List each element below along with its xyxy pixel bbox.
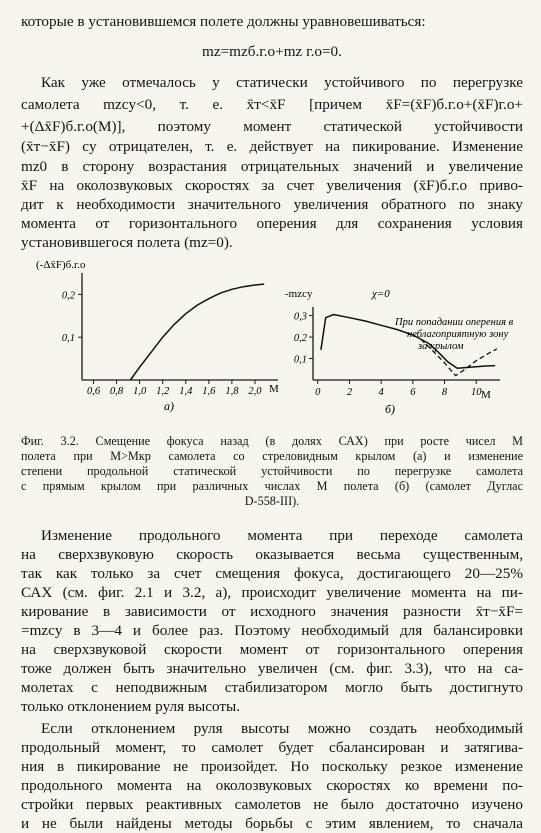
para2-line: на сверхзвуковую скорость оказывается весьма существенным, [21, 546, 523, 563]
para3-line: ния в пикирование не произойдет. Но поскольку резкое изменение [21, 758, 523, 775]
chart-b-x-tick-label: 8 [441, 387, 448, 398]
para2-line: тоже должен быть значительно увеличен (см. фиг. 3.3), что на са- [21, 660, 523, 677]
chart-a-panel-label: а) [164, 399, 174, 413]
chart-b-x-tick-label: 6 [410, 387, 416, 398]
chart-a-y-tick-label: 0,1 [61, 333, 75, 345]
chart-b-x-tick-label: 10 [470, 387, 482, 398]
chart-b-region-note: неблагоприятную зону [407, 329, 509, 340]
chart-a-x-tick-label: 0,6 [86, 386, 101, 397]
chart-b-x-tick-label: 2 [346, 387, 353, 398]
para3-line: Если отклонением руля высоты можно создать необходимый [41, 720, 523, 737]
chart-a-x-tick-label: 1,8 [225, 386, 239, 397]
para2-line: так как только за счет смещения фокуса, достигающего 20—25% [21, 565, 523, 582]
chart-a-x-label: M [269, 383, 279, 395]
chart-b-x-tick-label: 0 [315, 387, 321, 398]
chart-a-x-tick-label: 1,6 [202, 386, 216, 397]
chart-a-y-tick-label: 0,2 [61, 290, 75, 302]
chart-a-x-tick-label: 1,4 [179, 386, 193, 397]
para3-line: стройки первых реактивных самолетов не было достаточно изучено [21, 796, 523, 813]
para3-line: продольного момента на околозвуковых скоростях ко времени по- [21, 777, 523, 794]
chart-b-region-note: При попадании оперения в [395, 317, 514, 328]
chart-b-x-label: M [481, 389, 491, 401]
chart-a-curve [130, 284, 264, 380]
para1-line: дит к необходимости значительного увеличения обратного по знаку [21, 196, 523, 213]
chart-b-chi-annotation: χ=0 [372, 288, 390, 300]
caption-line: степени продольной статической устойчивости по перегрузке самолета [21, 464, 523, 478]
chart-a-x-tick-label: 1,2 [156, 386, 170, 397]
para2-line: молетах с неподвижным стабилизатором могло быть достигнуто [21, 679, 523, 696]
chart-b [285, 288, 514, 416]
para1-line: +(Δx̄F)б.г.о(M)], поэтому момент статической устойчивости [21, 118, 523, 135]
chart-b-region-note: за крылом [418, 341, 464, 352]
para2-line: САХ (см. фиг. 2.1 и 3.2, а), происходит увеличение момента на пи- [21, 584, 523, 601]
para3-line: продольный момент, то самолет будет сбалансирован и затягива- [21, 739, 523, 756]
chart-b-panel-label: б) [385, 402, 396, 416]
para1-line: момента от горизонтального оперения для сохранения условия [21, 215, 523, 232]
chart-a-y-label: (-Δx̄F)б.г.о [36, 259, 86, 271]
para3-line: и не были найдены методы борьбы с этим явлением, то сначала [21, 815, 523, 832]
para1-line: самолета mzcy<0, т. е. x̄т<x̄F [причем x̄F=(x̄F)б.г.о+(x̄F)г.о+ [21, 96, 523, 113]
balance-formula: mz=mzб.г.о+mz г.о=0. [202, 43, 342, 60]
figure-3-2 [0, 245, 541, 430]
caption-line: полета при M>Mкр самолета со стреловидным крылом (а) и изменение [21, 449, 523, 463]
chart-b-y-tick-label: 0,1 [293, 354, 307, 366]
para1-line: Как уже отмечалось у статически устойчивого по перегрузке [41, 74, 523, 91]
para1-line: mz0 в сторону возрастания отрицательных значений и увеличение [21, 158, 523, 175]
chart-a [36, 259, 279, 413]
chart-b-x-tick-label: 4 [378, 387, 384, 398]
chart-b-y-tick-label: 0,2 [293, 333, 307, 345]
para2-line: =mzcy в 3—4 и более раз. Поэтому необходимый для балансировки [21, 622, 523, 639]
chart-b-y-tick-label: 0,3 [293, 311, 307, 323]
para1-line: x̄F на околозвуковых скоростях за счет увеличения (x̄F)б.г.о приво- [21, 177, 523, 194]
intro-line: которые в установившемся полете должны уравновешиваться: [21, 13, 426, 30]
caption-line: Фиг. 3.2. Смещение фокуса назад (в долях САХ) при росте чисел М [21, 434, 523, 448]
chart-a-x-tick-label: 2,0 [248, 386, 262, 397]
chart-b-y-label: -mzcy [285, 288, 313, 300]
caption-line: с прямым крылом при различных числах М полета (б) (самолет Дуглас [21, 479, 523, 493]
para1-line: установившегося полета (mz=0). [21, 234, 233, 251]
chart-a-x-tick-label: 0,8 [110, 386, 124, 397]
para2-line: на сверхзвуковой скорости момент от горизонтального оперения [21, 641, 523, 658]
para2-line: Изменение продольного момента при переходе самолета [41, 527, 523, 544]
para2-line: кирование в зависимости от исходного значения разности x̄т−x̄F= [21, 603, 523, 620]
chart-a-x-tick-label: 1,0 [133, 386, 147, 397]
para1-line: (x̄т−x̄F) cy отрицателен, т. е. действует на пикирование. Изменение [21, 138, 523, 155]
para2-line: только отклонением руля высоты. [21, 698, 241, 715]
caption-line: D-558-III). [244, 494, 300, 508]
